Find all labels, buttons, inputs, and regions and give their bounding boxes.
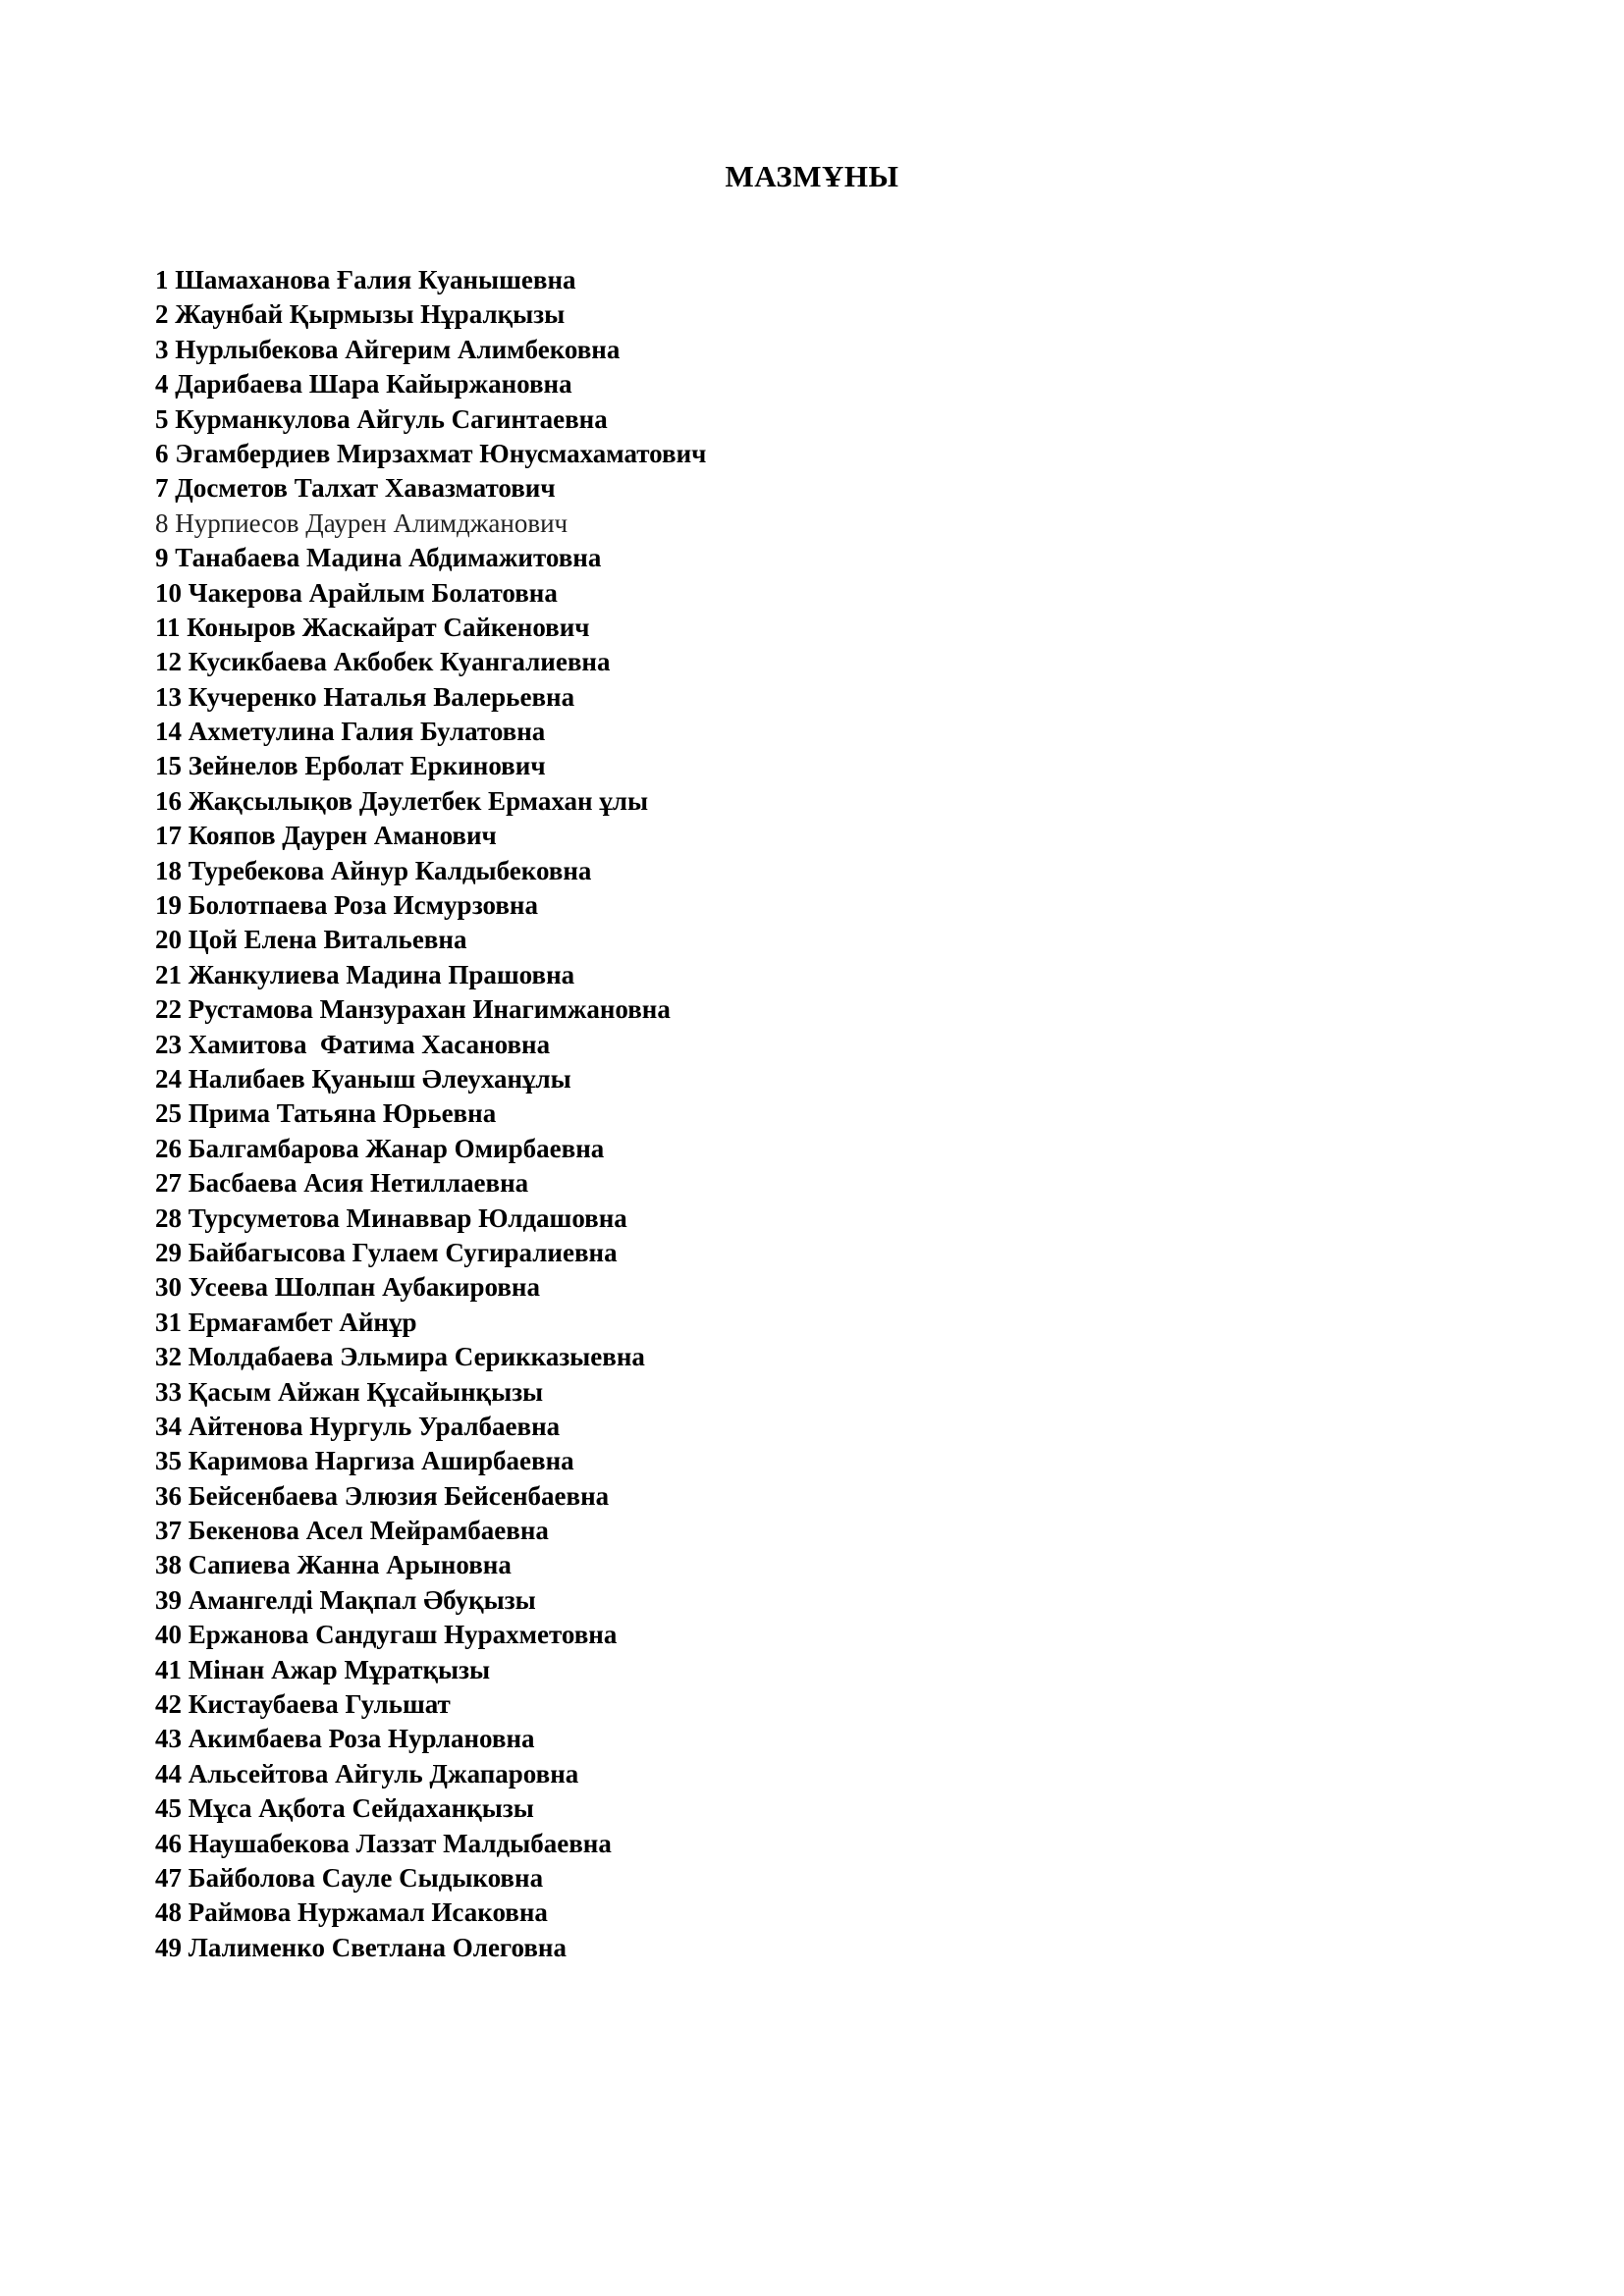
toc-entry-number: 24 (155, 1063, 182, 1094)
toc-entry-number: 28 (155, 1202, 182, 1233)
toc-entry-name: Акимбаева Роза Нурлановна (188, 1724, 535, 1754)
toc-entry-number: 19 (155, 890, 182, 921)
toc-entry-name: Курманкулова Айгуль Сагинтаевна (175, 403, 608, 434)
toc-entry-name: Наушабекова Лаззат Малдыбаевна (188, 1828, 612, 1858)
toc-entry-name: Сапиева Жанна Арыновна (188, 1550, 512, 1580)
page-title: МАЗМҰНЫ (725, 159, 899, 193)
toc-entry-name: Жанкулиева Мадина Прашовна (188, 959, 575, 989)
toc-entry (155, 1132, 706, 1166)
toc-entry-name: Болотпаева Роза Исмурзовна (188, 890, 538, 921)
toc-entry (155, 680, 706, 715)
toc-entry-number: 15 (155, 751, 182, 781)
toc-entry-number: 47 (155, 1862, 182, 1893)
toc-entry-number: 43 (155, 1724, 182, 1754)
toc-entry (155, 297, 706, 332)
toc-entry-number: 9 (155, 543, 169, 573)
toc-entry-name: Байболова Сауле Сыдыковна (188, 1862, 544, 1893)
toc-entry-number: 45 (155, 1793, 182, 1824)
toc-entry (155, 1827, 706, 1861)
toc-entry (155, 541, 706, 575)
toc-entry-number: 18 (155, 855, 182, 885)
toc-entry-number: 25 (155, 1098, 182, 1129)
toc-entry-number: 37 (155, 1516, 182, 1546)
toc-entry (155, 367, 706, 401)
toc-entry (155, 1687, 706, 1722)
toc-entry-number: 4 (155, 369, 169, 400)
toc-entry (155, 333, 706, 367)
toc-entry-name: Кучеренко Наталья Валерьевна (188, 681, 575, 712)
toc-entry-number: 13 (155, 681, 182, 712)
toc-entry-name: Байбагысова Гулаем Сугиралиевна (188, 1237, 618, 1267)
toc-entry (155, 1757, 706, 1791)
toc-entry-name: Нурлыбекова Айгерим Алимбековна (175, 334, 621, 364)
toc-entry (155, 1096, 706, 1131)
toc-entry (155, 1410, 706, 1444)
toc-entry-number: 22 (155, 994, 182, 1025)
toc-entry-number: 30 (155, 1272, 182, 1303)
toc-entry-name: Жаунбай Қырмызы Нұралқызы (175, 299, 566, 330)
toc-entry (155, 1618, 706, 1652)
toc-entry-number: 29 (155, 1237, 182, 1267)
toc-entry (155, 1306, 706, 1340)
toc-entry-number: 40 (155, 1620, 182, 1650)
toc-entry (155, 1931, 706, 1965)
toc-entry (155, 1548, 706, 1582)
toc-entry (155, 1028, 706, 1062)
toc-entry-name: Мұса Ақбота Сейдаханқызы (188, 1793, 534, 1824)
toc-entry (155, 402, 706, 437)
toc-entry-name: Налибаев Қуаныш Әлеуханұлы (188, 1063, 571, 1094)
toc-entry (155, 1791, 706, 1826)
toc-entry (155, 1236, 706, 1270)
toc-entry (155, 819, 706, 853)
toc-entry-number: 2 (155, 299, 169, 330)
toc-entry-name: Цой Елена Витальевна (188, 925, 467, 955)
toc-entry (155, 854, 706, 888)
toc-entry-number: 26 (155, 1133, 182, 1163)
toc-entry-name: Молдабаева Эльмира Серикказыевна (188, 1342, 645, 1372)
toc-entry-number: 34 (155, 1411, 182, 1441)
toc-entry-number: 33 (155, 1376, 182, 1407)
toc-entry-number: 17 (155, 821, 182, 851)
toc-entry-number: 14 (155, 717, 182, 747)
toc-entry-name: Коныров Жаскайрат Сайкенович (187, 612, 590, 642)
toc-entry-name: Усеева Шолпан Аубакировна (188, 1272, 540, 1303)
toc-entry-name: Кояпов Даурен Аманович (188, 821, 497, 851)
toc-entry-number: 3 (155, 334, 169, 364)
toc-entry-number: 23 (155, 1029, 182, 1059)
toc-entry (155, 471, 706, 506)
toc-entry (155, 1444, 706, 1478)
toc-entry-number: 8 (155, 507, 169, 538)
toc-entry (155, 923, 706, 957)
toc-entry-name: Чакерова Арайлым Болатовна (188, 577, 558, 608)
toc-entry (155, 1514, 706, 1548)
toc-entry-name: Рустамова Манзурахан Инагимжановна (188, 994, 671, 1025)
toc-entry (155, 1861, 706, 1896)
toc-entry-name: Ермағамбет Айнұр (188, 1307, 417, 1337)
toc-entry (155, 1062, 706, 1096)
toc-entry (155, 507, 706, 541)
toc-entry-number: 39 (155, 1584, 182, 1615)
toc-entry-number: 49 (155, 1932, 182, 1962)
toc-entry-number: 32 (155, 1342, 182, 1372)
toc-entry-number: 11 (155, 612, 181, 642)
toc-entry-number: 46 (155, 1828, 182, 1858)
toc-entry-number: 31 (155, 1307, 182, 1337)
toc-entry-name: Бекенова Асел Мейрамбаевна (188, 1516, 549, 1546)
toc-entry (155, 1340, 706, 1374)
toc-entry-number: 36 (155, 1480, 182, 1511)
toc-entry-name: Кусикбаева Акбобек Куангалиевна (188, 647, 611, 677)
toc-entry-name: Кистаубаева Гульшат (188, 1689, 451, 1720)
toc-entry-name: Айтенова Нургуль Уралбаевна (188, 1411, 561, 1441)
toc-entry-name: Бейсенбаева Элюзия Бейсенбаевна (188, 1480, 610, 1511)
toc-entry-name: Дарибаева Шара Кайыржановна (175, 369, 572, 400)
toc-entry-number: 44 (155, 1758, 182, 1789)
toc-entry-name: Эгамбердиев Мирзахмат Юнусмахаматович (175, 438, 707, 468)
toc-entry (155, 1375, 706, 1410)
toc-entry-number: 41 (155, 1654, 182, 1684)
toc-entry (155, 784, 706, 819)
toc-entry-number: 38 (155, 1550, 182, 1580)
toc-entry (155, 611, 706, 645)
toc-entry-name: Зейнелов Ерболат Еркинович (188, 751, 546, 781)
toc-entry (155, 749, 706, 783)
toc-entry-number: 27 (155, 1168, 182, 1199)
toc-entry (155, 1722, 706, 1756)
toc-entry-name: Балгамбарова Жанар Омирбаевна (188, 1133, 605, 1163)
toc-entry-number: 42 (155, 1689, 182, 1720)
toc-entry-number: 7 (155, 473, 169, 504)
toc-entry-number: 20 (155, 925, 182, 955)
toc-entry-name: Раймова Нуржамал Исаковна (188, 1897, 548, 1928)
toc-entry-number: 5 (155, 403, 169, 434)
toc-entry-name: Мінан Ажар Мұратқызы (188, 1654, 491, 1684)
toc-entry (155, 1166, 706, 1201)
toc-entry-number: 6 (155, 438, 169, 468)
toc-entry-number: 1 (155, 265, 169, 294)
toc-entry-name: Нурпиесов Даурен Алимджанович (175, 507, 568, 538)
toc-entry-name: Басбаева Асия Нетиллаевна (188, 1168, 529, 1199)
toc-entry-name: Каримова Наргиза Аширбаевна (188, 1446, 574, 1476)
toc-entry-number: 12 (155, 647, 182, 677)
toc-entry-number: 21 (155, 959, 182, 989)
toc-entry (155, 1479, 706, 1514)
toc-entry-number: 10 (155, 577, 182, 608)
toc-entry-name: Турсуметова Минаввар Юлдашовна (188, 1202, 627, 1233)
toc-entry (155, 888, 706, 923)
toc-entry (155, 1583, 706, 1618)
toc-entry-name: Ахметулина Галия Булатовна (188, 717, 546, 747)
toc-entry-name: Хамитова Фатима Хасановна (188, 1029, 551, 1059)
toc-entry-number: 16 (155, 785, 182, 816)
toc-entry-name: Туребекова Айнур Калдыбековна (188, 855, 592, 885)
toc-entry-name: Жақсылықов Дәулетбек Ермахан ұлы (188, 785, 649, 816)
toc-entry (155, 645, 706, 679)
toc-entry-name: Шамаханова Ғалия Куанышевна (175, 265, 576, 294)
toc-entry (155, 1896, 706, 1930)
toc-entry-name: Танабаева Мадина Абдимажитовна (175, 543, 602, 573)
toc-entry-name: Амангелді Мақпал Әбуқызы (188, 1584, 536, 1615)
toc-entry-name: Досметов Талхат Хавазматович (175, 473, 556, 504)
toc-entry (155, 1653, 706, 1687)
toc-entry-name: Ержанова Сандугаш Нурахметовна (188, 1620, 618, 1650)
toc-entry-number: 35 (155, 1446, 182, 1476)
table-of-contents (155, 263, 706, 1965)
toc-entry-name: Прима Татьяна Юрьевна (188, 1098, 497, 1129)
toc-entry-name: Альсейтова Айгуль Джапаровна (188, 1758, 579, 1789)
toc-entry (155, 263, 706, 297)
toc-entry (155, 1270, 706, 1305)
toc-entry (155, 437, 706, 471)
toc-entry-name: Қасым Айжан Құсайынқызы (188, 1376, 544, 1407)
toc-entry (155, 1201, 706, 1236)
toc-entry (155, 958, 706, 992)
toc-entry (155, 992, 706, 1027)
toc-entry (155, 715, 706, 749)
toc-entry-name: Лалименко Светлана Олеговна (188, 1932, 567, 1962)
toc-entry-number: 48 (155, 1897, 182, 1928)
toc-entry (155, 576, 706, 611)
